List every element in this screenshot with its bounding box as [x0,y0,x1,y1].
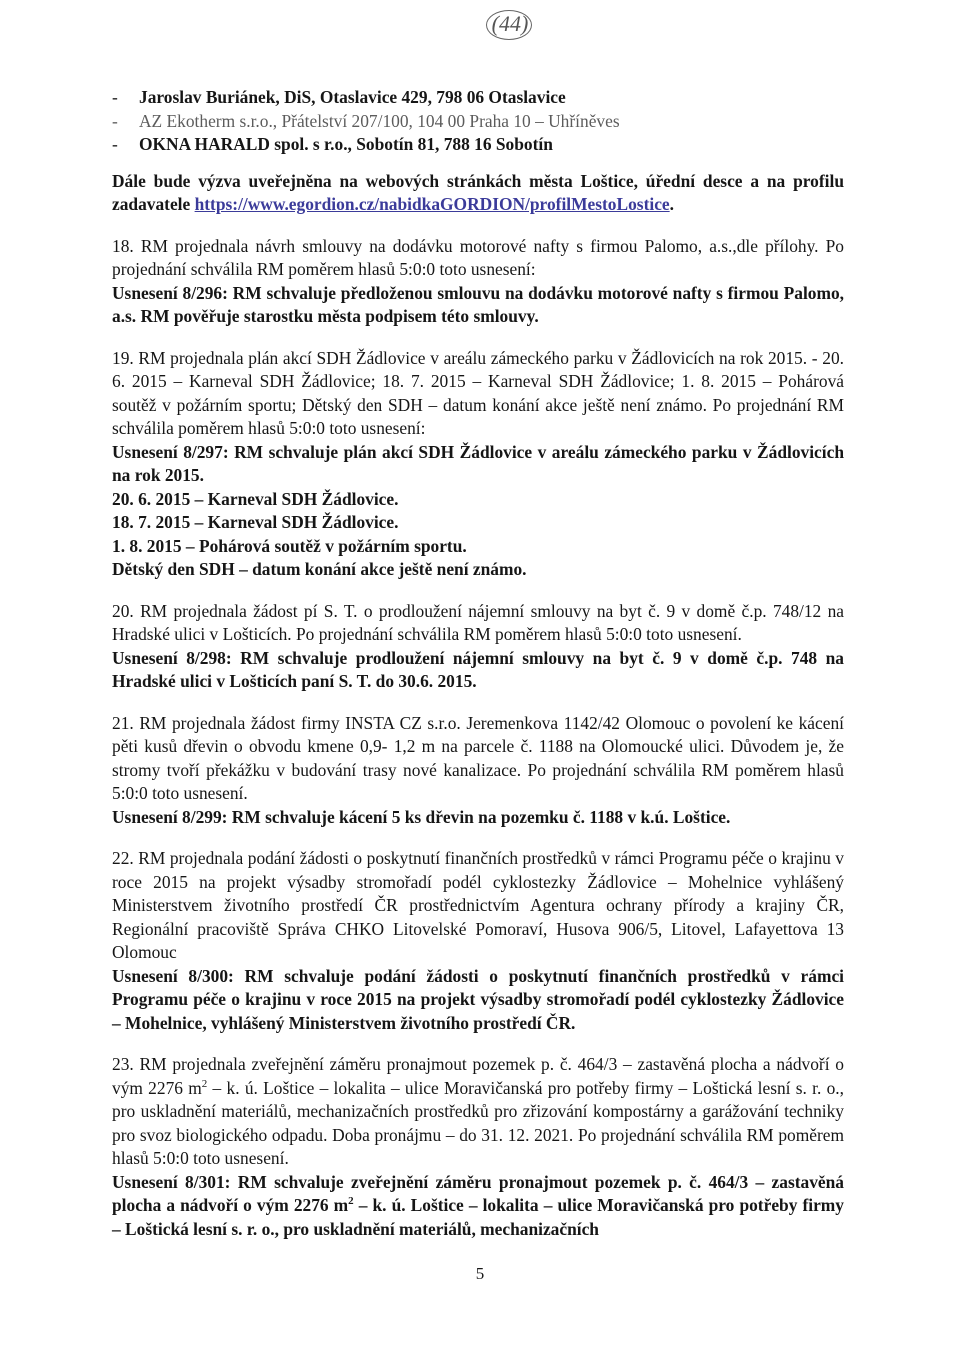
item-text: 22. RM projednala podání žádosti o poskytnutí finančních prostředků v rámci Programu péče o krajinu v roce 2015 na projekt výsadby stromořadí podél cyklostezky Žádlovice – Mohelnice vyhlášený Ministerstvem životního prostředí ČR prostřednictvím Agentura ochrany přírody a krajiny ČR, Regionální pracoviště Správa CHKO Litovelské Pomoraví, Husova 906/5, Litovel, Lafayettova 13 Olomouc [112,848,844,962]
agenda-item-23 [112,1053,844,1241]
resolution-line: 20. 6. 2015 – Karneval SDH Žádlovice. [112,488,399,509]
agenda-item-19 [112,347,844,582]
resolution-text: Usnesení 8/301: RM schvaluje zveřejnění záměru pronajmout pozemek p. č. 464/3 – zastavěná plocha a nádvoří o vým 2276 $m^2$ – k. ú. Loštice – lokalita – ulice Moravičanská pro potřeby firmy – Loštická lesní s. r. o., pro uskladnění materiálů, mechanizačních [112,1171,844,1239]
resolution-text: Usnesení 8/297: RM schvaluje plán akcí SDH Žádlovice v areálu zámeckého parku v Žádlovicích na rok 2015. [112,441,844,485]
supplier-item: - AZ Ekotherm s.r.o., Přátelství 207/100, 104 00 Praha 10 – Uhříněves [112,110,620,131]
supplier-list [112,86,844,157]
item-text: 23. RM projednala zveřejnění záměru pronajmout pozemek p. č. 464/3 – zastavěná plocha a nádvoří o vým 2276 $m^2$ – k. ú. Loštice – lokalita – ulice Moravičanská pro potřeby firmy – Loštická lesní s. r. o., pro uskladnění materiálů, mechanizačních prostředků pro zřizování kompostárny a garážování techniky pro svoz biologického odpadu. Doba pronájmu – do 31. 12. 2021. Po projednání schválila RM poměrem hlasů 5:0:0 toto usnesení. [112,1054,844,1168]
stamp-text: (44) [491,11,529,36]
resolution-text: Usnesení 8/298: RM schvaluje prodloužení nájemní smlouvy na byt č. 9 v domě č.p. 748 na Hradské ulici v Lošticích paní S. T. do 30.6. 2015. [112,647,844,691]
agenda-item-18 [112,235,844,329]
supplier-item: - OKNA HARALD spol. s r.o., Sobotín 81, 788 16 Sobotín [112,134,553,154]
item-text: 19. RM projednala plán akcí SDH Žádlovice v areálu zámeckého parku v Žádlovicích na rok 2015. - 20. 6. 2015 – Karneval SDH Žádlovice; 18. 7. 2015 – Karneval SDH Žádlovice; 1. 8. 2015 – Pohárová soutěž v požárním sportu; Dětský den SDH – datum konání akce ještě není známo. Po projednání RM schválila poměrem hlasů 5:0:0 toto usnesení: [112,347,844,438]
agenda-item-20 [112,600,844,694]
stamp-ring [486,10,532,40]
resolution-line: Dětský den SDH – datum konání akce ještě není známo. [112,559,527,579]
resolution-text: Usnesení 8/299: RM schvaluje kácení 5 ks dřevin na pozemku č. 1188 v k.ú. Loštice. [112,806,731,827]
item-text: 20. RM projednala žádost pí S. T. o prodloužení nájemní smlouvy na byt č. 9 v domě č.p. 748/12 na Hradské ulici v Lošticích. Po projednání schválila RM poměrem hlasů 5:0:0 toto usnesení. [112,600,844,644]
resolution-line: 18. 7. 2015 – Karneval SDH Žádlovice. [112,512,399,532]
item-text: 21. RM projednala žádost firmy INSTA CZ s.r.o. Jeremenkova 1142/42 Olomouc o povolení ke kácení pěti kusů dřevin o obvodu kmene 0,9- 1,2 m na parcele č. 1188 na Olomoucké ulici. Důvodem je, že stromy tvoří překážku v budování trasy nové kanalizace. Po projednání schválila RM poměrem hlasů 5:0:0 toto usnesení. [112,712,844,803]
agenda-item-22 [112,847,844,1035]
resolution-text: Usnesení 8/300: RM schvaluje podání žádosti o poskytnutí finančních prostředků v rámci Programu péče o krajinu v roce 2015 na projekt výsadby stromořadí podél cyklostezky Žádlovice – Mohelnice, vyhlášený Ministerstvem životního prostředí ČR. [112,965,844,1033]
resolution-line: 1. 8. 2015 – Pohárová soutěž v požárním sportu. [112,535,467,556]
document-body [112,86,844,1241]
publication-note: Dále bude výzva uveřejněna na webových stránkách města Loštice, úřední desce a na profilu zadavatele https://www.egordion.cz/nabidkaGORDION/profilMestoLostice. [112,170,844,214]
page-stamp [480,6,540,42]
item-text: 18. RM projednala návrh smlouvy na dodávku motorové nafty s firmou Palomo, a.s.,dle přílohy. Po projednání schválila RM poměrem hlasů 5:0:0 toto usnesení: [112,235,844,279]
supplier-item: - Jaroslav Buriánek, DiS, Otaslavice 429, 798 06 Otaslavice [112,87,566,107]
profile-link[interactable]: https://www.egordion.cz/nabidkaGORDION/profilMestoLostice [194,194,670,214]
agenda-item-21 [112,712,844,830]
resolution-text: Usnesení 8/296: RM schvaluje předloženou smlouvu na dodávku motorové nafty s firmou Palomo, a.s. RM pověřuje starostku města podpisem této smlouvy. [112,282,844,326]
page-number: 5 [475,1264,485,1283]
